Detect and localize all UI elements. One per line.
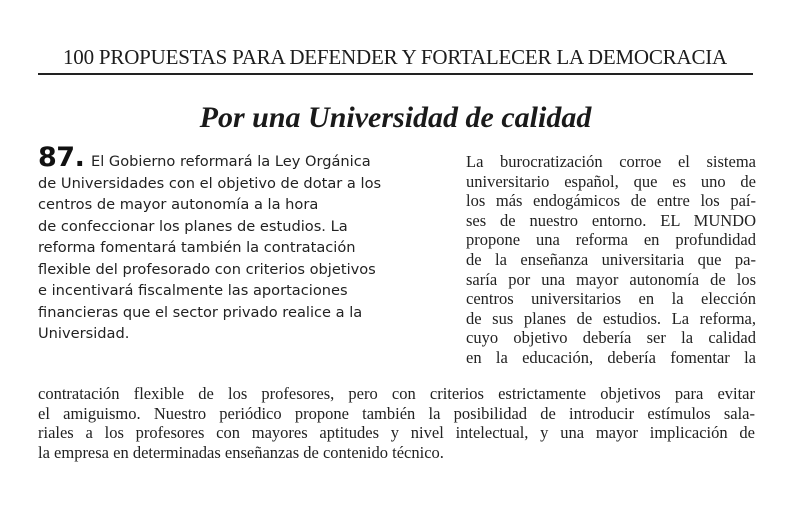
commentary-line: de la enseñanza universitaria que pa-: [466, 249, 756, 269]
commentary-column: [466, 152, 756, 368]
proposal-line-1: 87. El Gobierno reformará la Ley Orgánica: [38, 142, 371, 173]
header-rule: [38, 73, 753, 75]
commentary-line: en la educación, debería fomentar la: [466, 347, 756, 367]
proposal-line-4: de confeccionar los planes de estudios. La: [38, 217, 348, 235]
continuation-line: el amiguismo. Nuestro periódico propone también la posibilidad de introducir estímulos sala-: [38, 403, 755, 423]
commentary-line: cuyo objetivo debería ser la calidad: [466, 328, 756, 348]
article-headline: Por una Universidad de calidad: [199, 101, 592, 134]
proposal-line-8: financieras que el sector privado realice a la: [38, 303, 363, 321]
commentary-line: los más endogámicos de entre los paí-: [466, 191, 756, 211]
commentary-line: universitario español, que es uno de: [466, 171, 756, 191]
continuation-line: contratación flexible de los profesores, pero con criterios estrictamente objetivos para evitar: [38, 384, 755, 403]
section-header: 100 PROPUESTAS PARA DEFENDER Y FORTALECER LA DEMOCRACIA: [62, 45, 728, 69]
proposal-number: 87.: [38, 142, 85, 173]
proposal-text: [38, 142, 438, 345]
continuation-paragraph: [38, 384, 755, 462]
proposal-line-2: de Universidades con el objetivo de dotar a los: [38, 174, 382, 192]
proposal-line-5: reforma fomentará también la contratación: [38, 239, 356, 256]
continuation-line: la empresa en determinadas enseñanzas de contenido técnico.: [38, 442, 444, 462]
proposal-line-9: Universidad.: [38, 325, 130, 342]
commentary-line: saría por una mayor autonomía de los: [466, 269, 756, 289]
commentary-line: La burocratización corroe el sistema: [466, 152, 756, 171]
commentary-line: ses de nuestro entorno. EL MUNDO: [466, 210, 756, 230]
commentary-line: propone una reforma en profundidad: [466, 230, 756, 250]
continuation-line: riales a los profesores con mayores aptitudes y nivel intelectual, y una mayor implicación de: [38, 423, 755, 443]
proposal-line-3: centros de mayor autonomía a la hora: [38, 196, 319, 213]
proposal-line-7: e incentivará fiscalmente las aportaciones: [38, 282, 348, 299]
commentary-line: de sus planes de estudios. La reforma,: [466, 308, 756, 328]
proposal-line-6: flexible del profesorado con criterios objetivos: [38, 260, 376, 278]
commentary-line: centros universitarios en la elección: [466, 289, 756, 309]
